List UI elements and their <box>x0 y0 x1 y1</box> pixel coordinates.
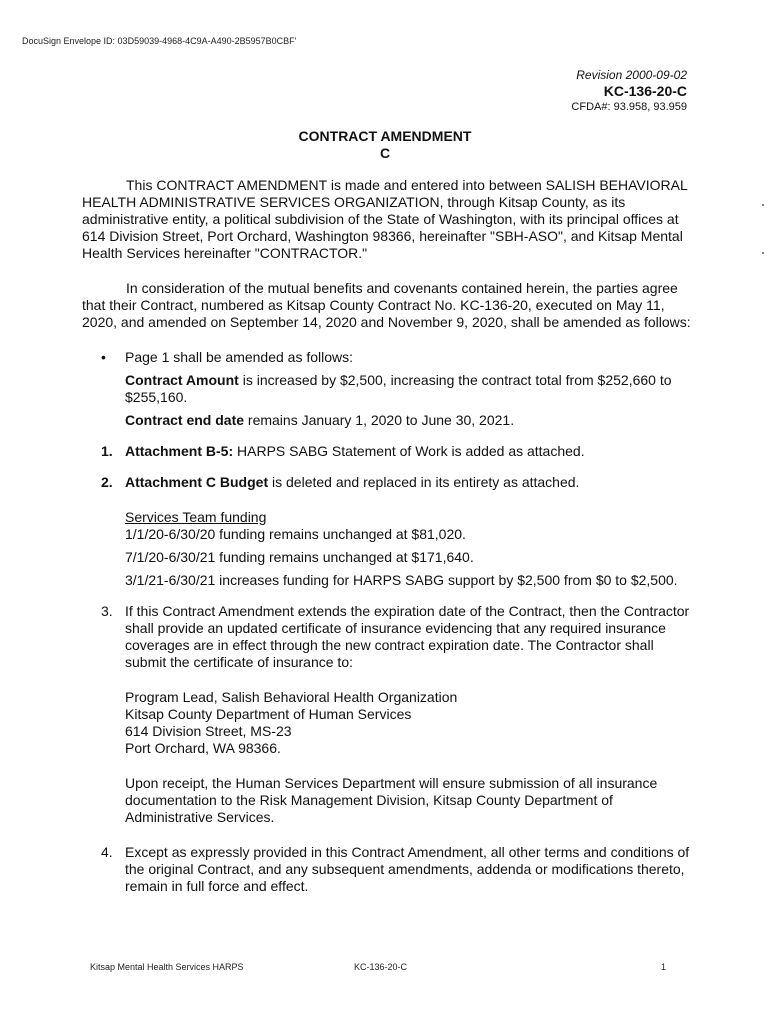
bullet-item <box>82 349 694 429</box>
contract-amount-text: is increased by $2,500, increasing the contract total from $252,660 to $255,160. <box>125 372 672 405</box>
funding-heading: Services Team funding <box>125 509 267 525</box>
funding-line-1: 1/1/20-6/30/20 funding remains unchanged at $81,020. <box>125 526 466 542</box>
list-item-3 <box>82 603 694 826</box>
list-item-1 <box>82 443 694 460</box>
cfda-number: CFDA#: 93.958, 93.959 <box>571 101 687 113</box>
revision-label: Revision 2000-09-02 <box>576 68 687 82</box>
footer-page-number: 1 <box>661 962 667 972</box>
attachment-c-label: Attachment C Budget <box>125 474 269 490</box>
docusign-envelope-id: DocuSign Envelope ID: 03D59039-4968-4C9A-A490-2B5957B0CBF' <box>22 36 297 46</box>
contract-end-line <box>125 412 694 429</box>
bullet-marker: • <box>101 349 106 365</box>
contract-amount-line <box>125 372 694 406</box>
item-2-marker: 2. <box>101 474 113 490</box>
attachment-b5-label: Attachment B-5: <box>125 443 234 459</box>
footer-organization: Kitsap Mental Health Services HARPS <box>90 962 244 972</box>
title-line-1: CONTRACT AMENDMENT <box>298 128 472 144</box>
scan-artifact <box>762 252 764 254</box>
terms-paragraph: Except as expressly provided in this Contract Amendment, all other terms and conditions of the original Contract, and any subsequent amendments, addenda or modifications thereto, remain in full force and effect. <box>125 844 690 894</box>
address-line-1: Program Lead, Salish Behavioral Health Organization <box>125 689 458 705</box>
funding-line-3: 3/1/21-6/30/21 increases funding for HARPS SABG support by $2,500 from $0 to $2,500. <box>125 572 678 588</box>
list-item-2 <box>82 474 694 589</box>
funding-line-2: 7/1/20-6/30/21 funding remains unchanged at $171,640. <box>125 549 474 565</box>
contract-end-text: remains January 1, 2020 to June 30, 2021. <box>244 412 515 428</box>
footer-contract-number: KC-136-20-C <box>354 962 408 972</box>
attachment-b5-text: HARPS SABG Statement of Work is added as attached. <box>233 443 585 459</box>
insurance-address <box>125 689 694 757</box>
document-body <box>82 177 694 895</box>
contract-number: KC-136-20-C <box>603 83 687 99</box>
address-line-2: Kitsap County Department of Human Services <box>125 706 412 722</box>
insurance-paragraph: If this Contract Amendment extends the expiration date of the Contract, then the Contractor shall provide an updated certificate of insurance evidencing that any required insurance coverages are in effect through the new contract expiration date. The Contractor shall submit the certificate of insurance to: <box>125 603 690 670</box>
receipt-paragraph: Upon receipt, the Human Services Department will ensure submission of all insurance documentation to the Risk Management Division, Kitsap County Department of Administrative Services. <box>125 775 658 825</box>
contract-end-label: Contract end date <box>125 412 245 428</box>
item-1-marker: 1. <box>101 443 113 459</box>
consideration-paragraph: In consideration of the mutual benefits and covenants contained herein, the parties agree that their Contract, numbered as Kitsap County Contract No. KC-136-20, executed on May 11, 2020, and amended on September 14, 2020 and November 9, 2020, shall be amended as follows: <box>82 280 691 330</box>
list-item-4 <box>82 844 694 895</box>
intro-paragraph: This CONTRACT AMENDMENT is made and entered into between SALISH BEHAVIORAL HEALTH ADMINISTRATIVE SERVICES ORGANIZATION, through Kitsap County, as its administrative entity, a political subdivision of the State of Washington, with its principal offices at 614 Division Street, Port Orchard, Washington 98366, hereinafter "SBH-ASO", and Kitsap Mental Health Services hereinafter "CONTRACTOR." <box>82 177 688 261</box>
scan-artifact <box>762 204 764 206</box>
contract-amount-label: Contract Amount <box>125 372 239 388</box>
item-4-marker: 4. <box>101 844 113 860</box>
title-line-2: C <box>379 145 391 161</box>
document-title <box>0 128 770 162</box>
bullet-text: Page 1 shall be amended as follows: <box>125 349 354 365</box>
address-line-3: 614 Division Street, MS-23 <box>125 723 292 739</box>
address-line-4: Port Orchard, WA 98366. <box>125 740 281 756</box>
item-3-marker: 3. <box>101 603 113 619</box>
attachment-c-text: is deleted and replaced in its entirety as attached. <box>268 474 580 490</box>
